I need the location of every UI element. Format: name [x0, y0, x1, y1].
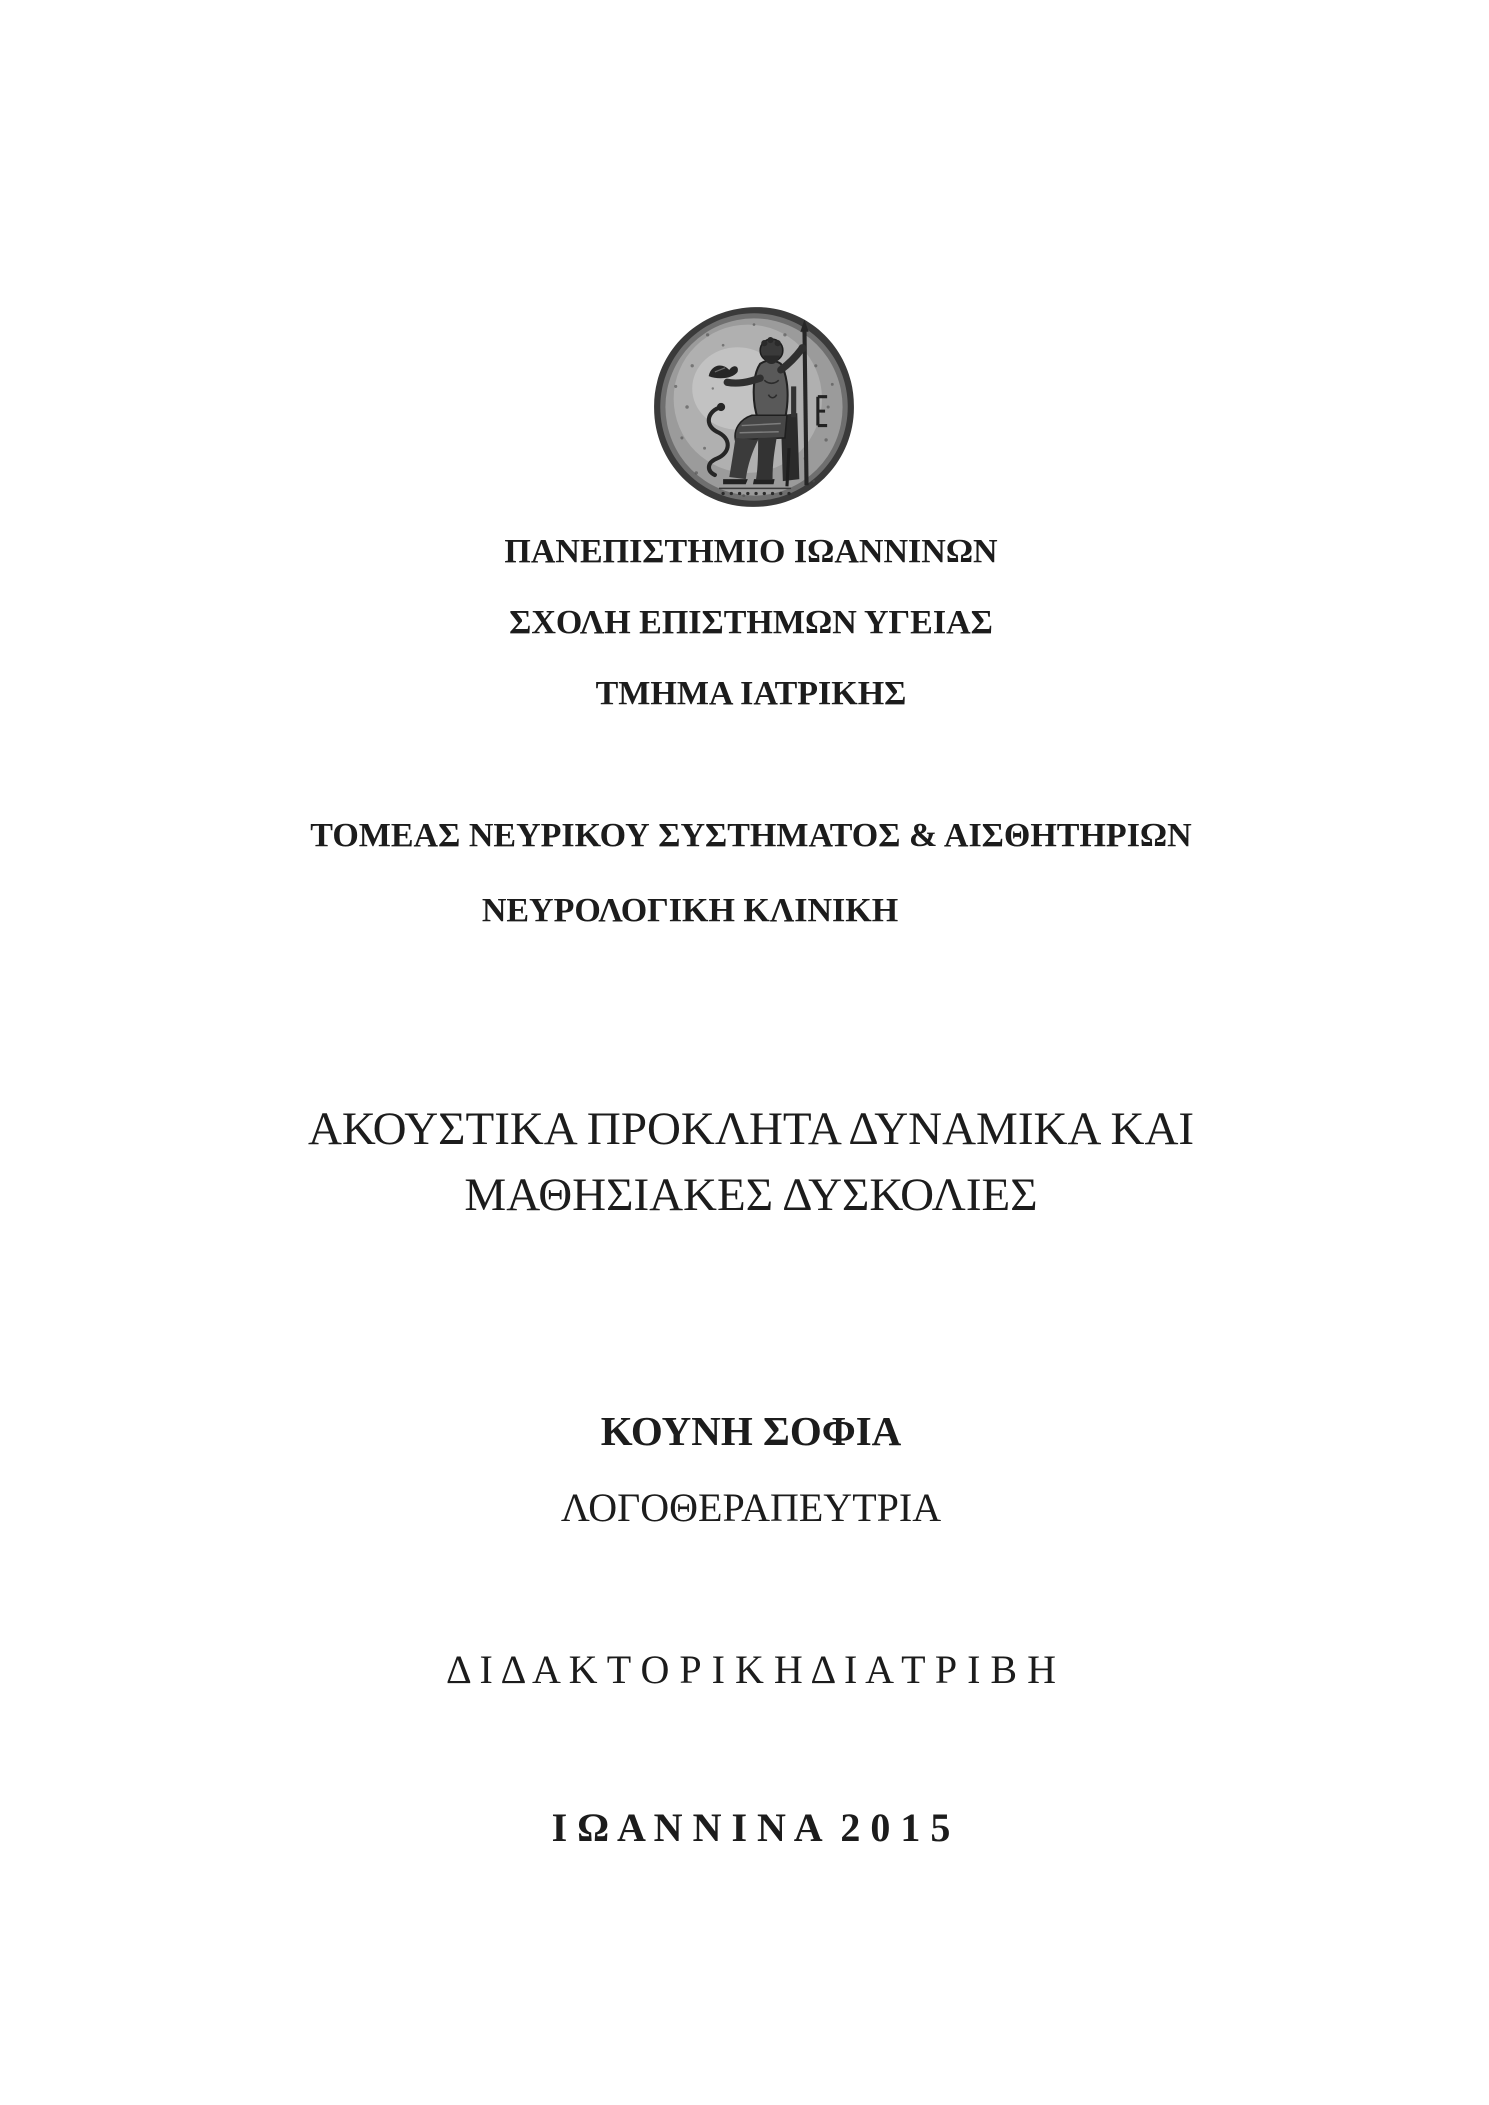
- seal-texture-dot: [703, 447, 706, 450]
- university-name: ΠΑΝΕΠΙΣΤΗΜΙΟ ΙΩΑΝΝΙΝΩΝ: [504, 533, 998, 570]
- seal-exergue-dot: [730, 492, 733, 495]
- seal-texture-dot: [814, 364, 817, 367]
- thesis-title-line-1: ΑΚΟΥΣΤΙΚΑ ΠΡΟΚΛΗΤΑ ΔΥΝΑΜΙΚΑ ΚΑΙ: [307, 1103, 1195, 1155]
- seal-texture-dot: [685, 405, 689, 409]
- seal-exergue-dot: [787, 492, 790, 495]
- seal-texture-dot: [691, 364, 694, 367]
- author-profession: ΛΟΓΟΘΕΡΑΠΕΥΤΡΙΑ: [560, 1485, 942, 1530]
- seal-figure-hair-curl: [767, 337, 773, 343]
- seal-texture-dot: [712, 387, 714, 389]
- school-name: ΣΧΟΛΗ ΕΠΙΣΤΗΜΩΝ ΥΓΕΙΑΣ: [509, 604, 993, 641]
- thesis-title-line-2: ΜΑΘΗΣΙΑΚΕΣ ΔΥΣΚΟΛΙΕΣ: [464, 1169, 1038, 1221]
- author-name: ΚΟΥΝΗ ΣΟΦΙΑ: [600, 1408, 902, 1454]
- seal-texture-dot: [753, 323, 756, 326]
- seal-serpent-head: [717, 403, 725, 411]
- seal-figure-hair-curl: [761, 340, 767, 346]
- seal-exergue: [721, 492, 790, 495]
- sector-name: ΤΟΜΕΑΣ ΝΕΥΡΙΚΟΥ ΣΥΣΤΗΜΑΤΟΣ & ΑΙΣΘΗΤΗΡΙΩΝ: [310, 817, 1192, 854]
- seal-exergue-dot: [754, 492, 757, 495]
- seal-texture-dot: [824, 438, 827, 441]
- seal-exergue-dot: [738, 492, 741, 495]
- seal-texture-dot: [812, 480, 815, 483]
- seal-exergue-dot: [763, 492, 766, 495]
- seal-figure-hand: [798, 344, 806, 352]
- seal-texture-dot: [827, 405, 830, 408]
- seal-texture-dot: [742, 494, 745, 497]
- seal-texture-dot: [680, 436, 683, 439]
- seal-figure-foot: [753, 479, 775, 484]
- seal-throne-back: [791, 386, 796, 417]
- seal-texture-dot: [706, 333, 709, 336]
- seal-throne-leg: [787, 448, 789, 486]
- seal-exergue-dot: [746, 492, 749, 495]
- seal-exergue-dot: [771, 492, 774, 495]
- seal-exergue-dot: [779, 492, 782, 495]
- seal-figure-hair-curl: [775, 340, 781, 346]
- seal-texture-dot: [831, 383, 834, 386]
- department-name: ΤΜΗΜΑ ΙΑΤΡΙΚΗΣ: [595, 675, 907, 712]
- seal-texture-dot: [674, 385, 677, 388]
- seal-texture-dot: [695, 471, 698, 474]
- place-and-year: Ι Ω Α Ν Ν Ι Ν Α 2 0 1 5: [551, 1805, 951, 1850]
- university-seal-icon: [651, 304, 857, 510]
- document-type: Δ Ι Δ Α Κ Τ Ο Ρ Ι Κ Η Δ Ι Α Τ Ρ Ι Β Η: [446, 1647, 1056, 1692]
- seal-texture-dot: [722, 344, 725, 347]
- seal-figure-foot: [723, 479, 748, 484]
- seal-staff: [804, 329, 806, 486]
- clinic-name: ΝΕΥΡΟΛΟΓΙΚΗ ΚΛΙΝΙΚΗ: [481, 892, 899, 929]
- seal-exergue-dot: [721, 492, 724, 495]
- seal-texture-dot: [783, 333, 786, 336]
